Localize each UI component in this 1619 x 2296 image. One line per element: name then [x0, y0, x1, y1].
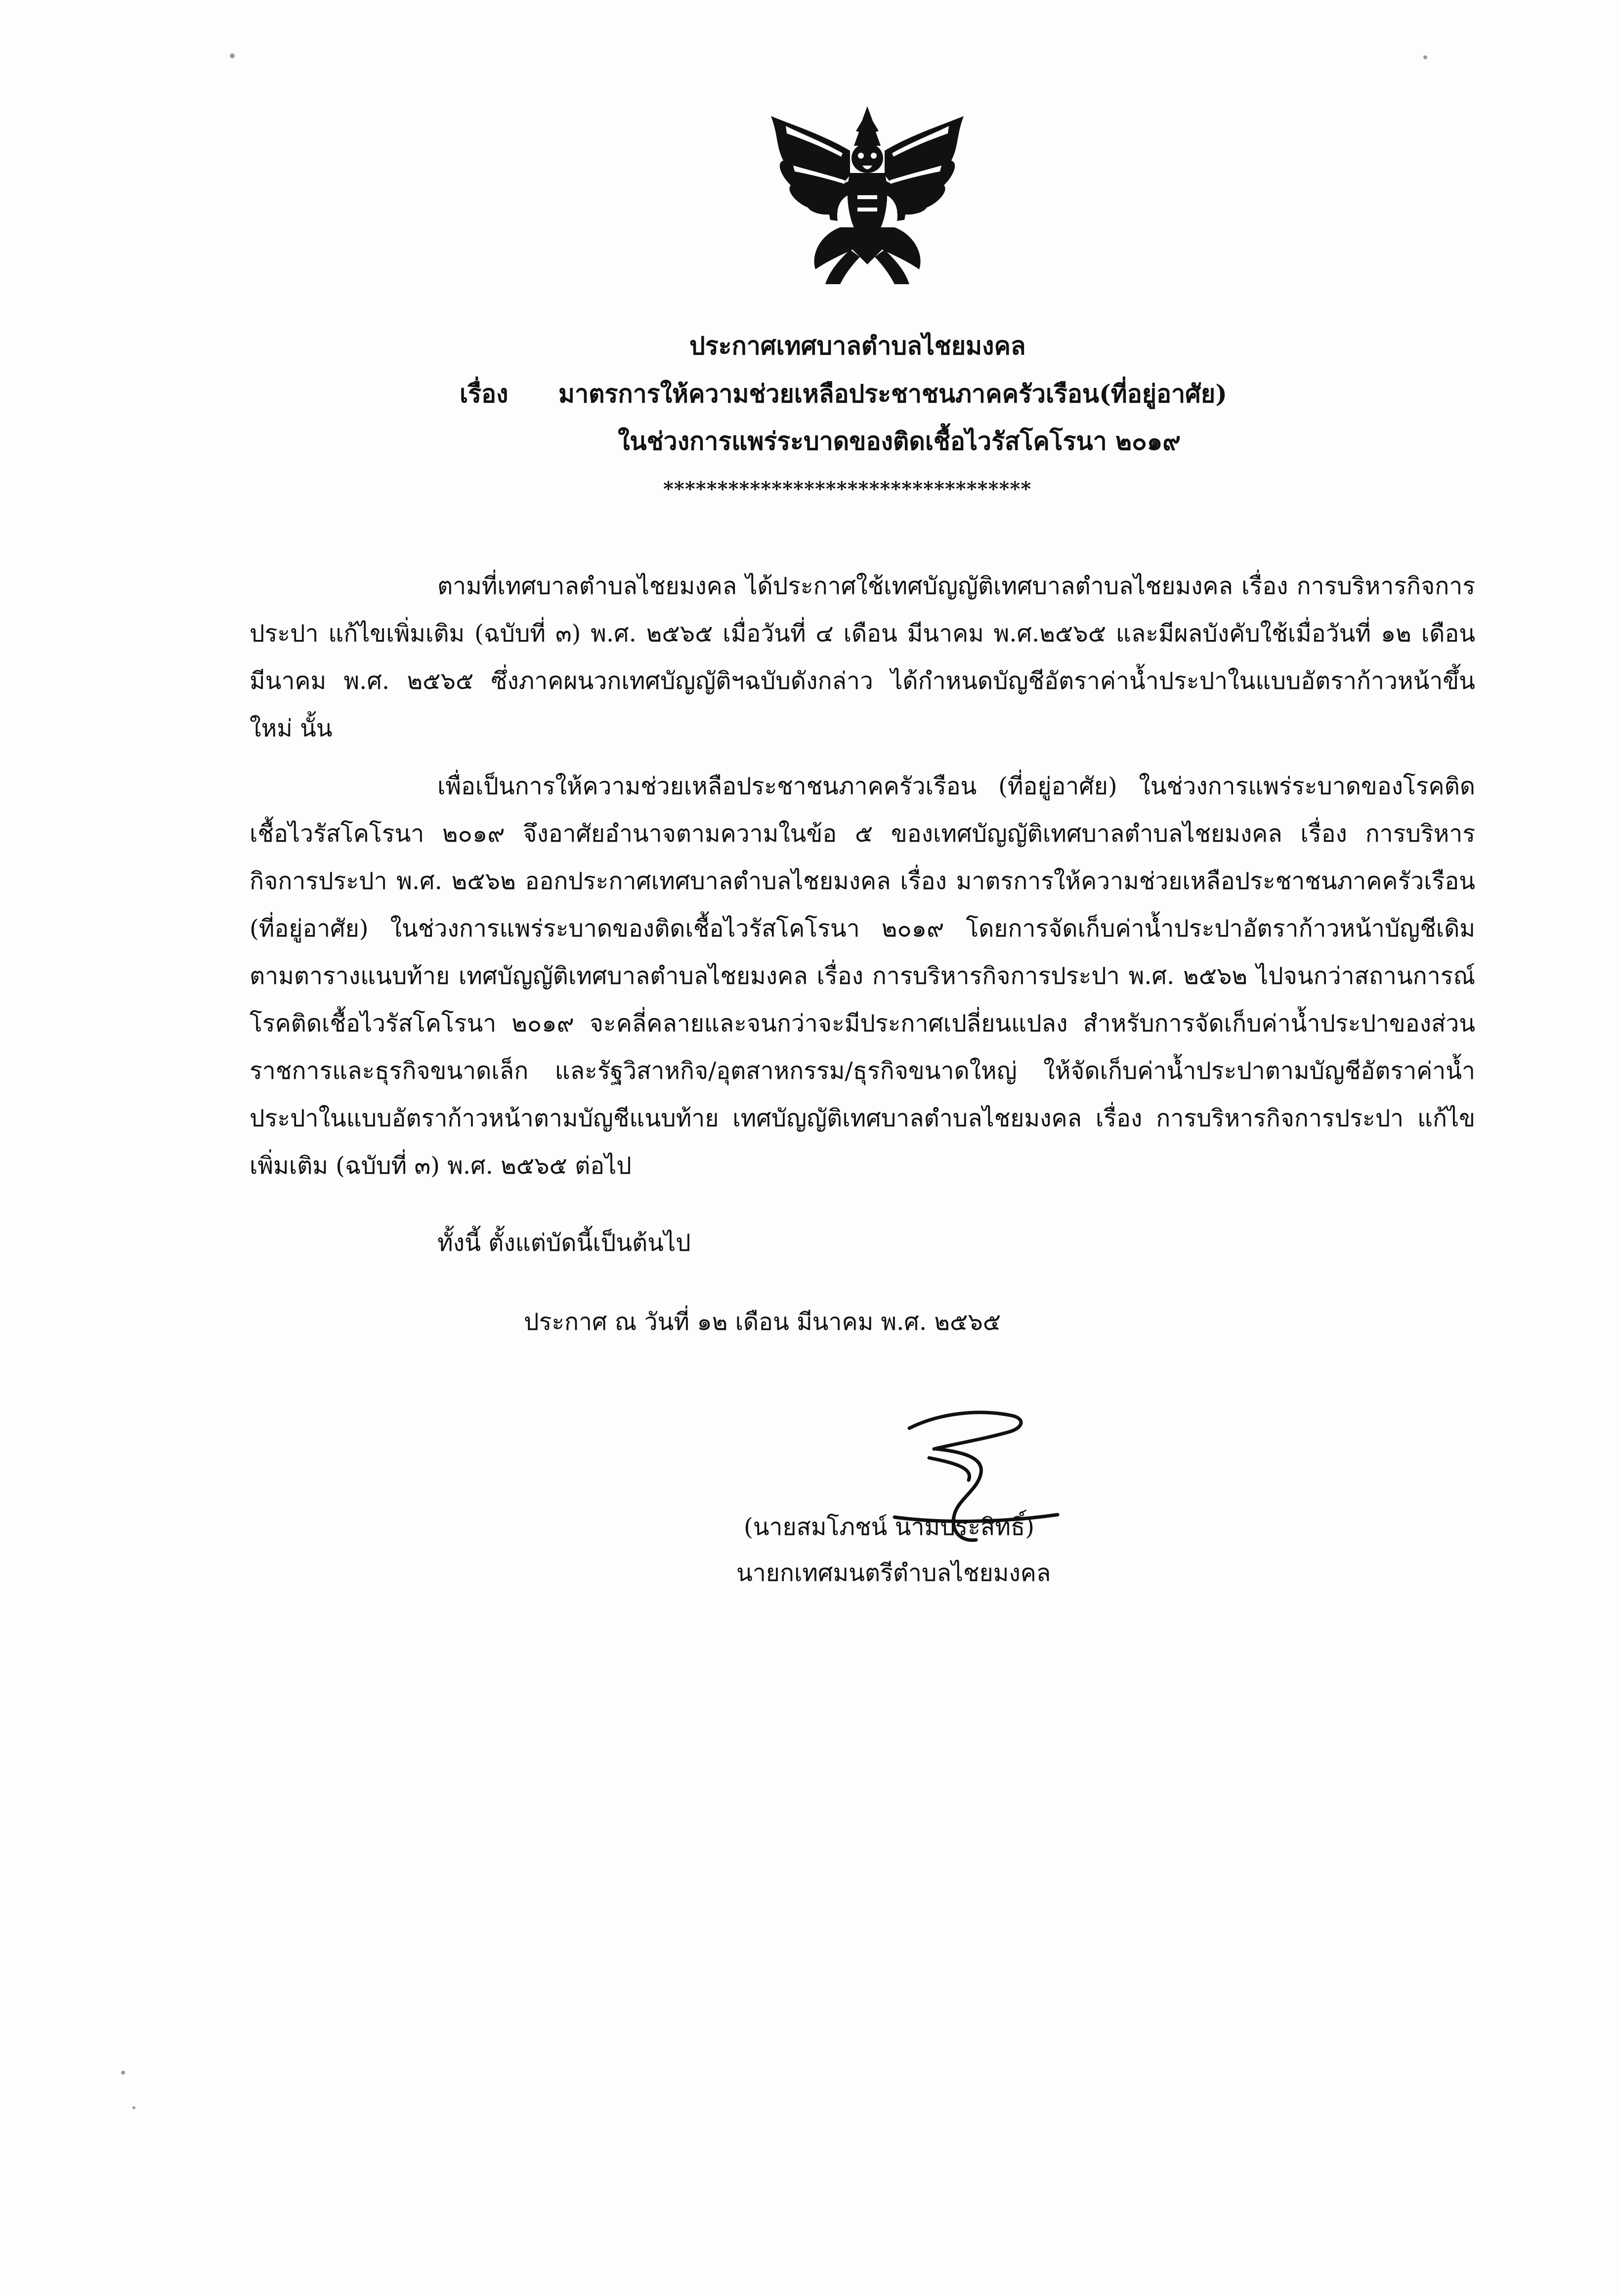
garuda-emblem-icon: [756, 106, 979, 289]
signatory-name: (นายสมโภชน์ นามประสิทธิ์): [744, 1513, 1035, 1541]
header-separator: **********************************: [663, 477, 1032, 501]
body-paragraph-1: ตามที่เทศบาลตำบลไชยมงคล ได้ประกาศใช้เทศบัญญัติเทศบาลตำบลไชยมงคล เรื่อง การบริหารกิจการประปา แก้ไขเพิ่มเติม (ฉบับที่ ๓) พ.ศ. ๒๕๖๕ เมื่อวันที่ ๔ เดือน มีนาคม พ.ศ.๒๕๖๕ และมีผลบังคับใช้เมื่อวันที่ ๑๒ เดือน มีนาคม พ.ศ. ๒๕๖๕ ซึ่งภาคผนวกเทศบัญญัติฯฉบับดังกล่าว ได้กำหนดบัญชีอัตราค่าน้ำประปาในแบบอัตราก้าวหน้าขึ้นใหม่ นั้น: [250, 572, 1475, 742]
subject-label: เรื่อง: [460, 379, 509, 408]
body-paragraph-2: เพื่อเป็นการให้ความช่วยเหลือประชาชนภาคครัวเรือน (ที่อยู่อาศัย) ในช่วงการแพร่ระบาดของโรคติดเชื้อไวรัสโคโรนา ๒๐๑๙ จึงอาศัยอำนาจตามความในข้อ ๕ ของเทศบัญญัติเทศบาลตำบลไชยมงคล เรื่อง การบริหารกิจการประปา พ.ศ. ๒๕๖๒ ออกประกาศเทศบาลตำบลไชยมงคล เรื่อง มาตรการให้ความช่วยเหลือประชาชนภาคครัวเรือน (ที่อยู่อาศัย) ในช่วงการแพร่ระบาดของติดเชื้อไวรัสโคโรนา ๒๐๑๙ โดยการจัดเก็บค่าน้ำประปาอัตราก้าวหน้าบัญชีเดิมตามตารางแนบท้าย เทศบัญญัติเทศบาลตำบลไชยมงคล เรื่อง การบริหารกิจการประปา พ.ศ. ๒๕๖๒ ไปจนกว่าสถานการณ์โรคติดเชื้อไวรัสโคโรนา ๒๐๑๙ จะคลี่คลายและจนกว่าจะมีประกาศเปลี่ยนแปลง สำหรับการจัดเก็บค่าน้ำประปาของส่วนราชการและธุรกิจขนาดเล็ก และรัฐวิสาหกิจ/อุตสาหกรรม/ธุรกิจขนาดใหญ่ ให้จัดเก็บค่าน้ำประปาตามบัญชีอัตราค่าน้ำประปาในแบบอัตราก้าวหน้าตามบัญชีแนบท้าย เทศบัญญัติเทศบาลตำบลไชยมงคล เรื่อง การบริหารกิจการประปา แก้ไขเพิ่มเติม (ฉบับที่ ๓) พ.ศ. ๒๕๖๕ ต่อไป: [250, 772, 1475, 1180]
announcement-title: ประกาศเทศบาลตำบลไชยมงคล: [689, 331, 1026, 360]
scan-speck: [1423, 55, 1427, 59]
announcement-date: ประกาศ ณ วันที่ ๑๒ เดือน มีนาคม พ.ศ. ๒๕๖๕: [524, 1308, 1001, 1336]
scan-speck: [121, 2071, 125, 2075]
subject-line-2: ในช่วงการแพร่ระบาดของติดเชื้อไวรัสโคโรนา ๒๐๑๙: [618, 426, 1181, 456]
scan-speck: [132, 2106, 135, 2109]
closing-line: ทั้งนี้ ตั้งแต่บัดนี้เป็นต้นไป: [437, 1229, 691, 1257]
subject-text: มาตรการให้ความช่วยเหลือประชาชนภาคครัวเรือน(ที่อยู่อาศัย): [558, 379, 1227, 408]
signatory-position: นายกเทศมนตรีตำบลไชยมงคล: [736, 1559, 1051, 1587]
scan-speck: [230, 53, 235, 58]
